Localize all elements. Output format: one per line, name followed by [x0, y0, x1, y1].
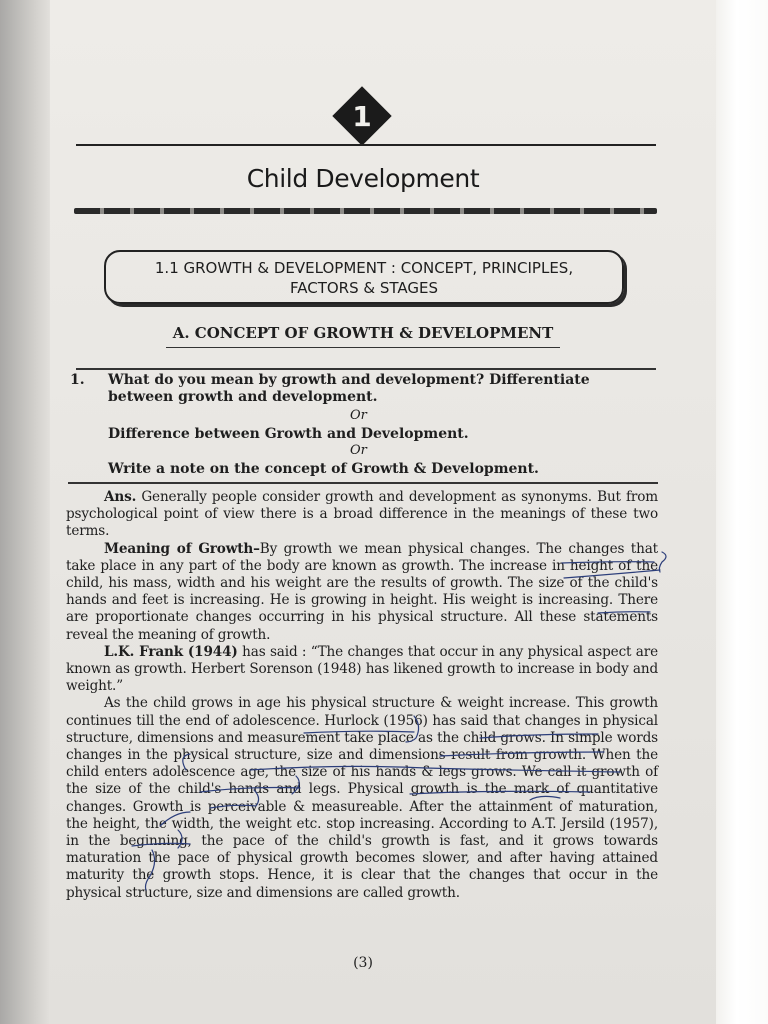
page-gutter-shadow — [0, 0, 50, 1024]
pen-underline — [530, 796, 560, 800]
answer-paragraph-4-text: As the child grows in age his physical structure & weight increase. This growth continues till the end of adolescence. Hurlock (1956) has said that changes in physical structure, dimensions and measurement take place as the child grows. In simple words changes in the physical structure, size and dimensions result from growth. When the child enters adolescence age, the size of his hands & legs grows. We call it growth of the size of the child's hands and legs. Physical growth is the mark of quantitative changes. Growth is perceivable & measureable. After the attainment of maturation, the height, the width, the weight etc. stop increasing. According to A.T. Jersild (1957), in the beginning, the pace of the child's growth is fast, and it grows towards maturation the pace of physical growth becomes slower, and after having attained maturity the growth stops. Hence, it is clear that the changes that occur in the physical structure, size and dimensions are called growth. — [66, 695, 658, 901]
answer-paragraph-3-text: has said : “The changes that occur in any physical aspect are known as growth. Herbert Sorenson (1948) has likened growth to increase in body and weight.” — [66, 643, 658, 695]
pen-underline — [210, 790, 259, 808]
frank-citation: L.K. Frank (1944) — [104, 643, 238, 660]
answer-paragraph-2-text: By growth we mean physical changes. The changes that take place in any part of the body are known as growth. The increase in height of the child, his mass, width and his weight are the results of growth. The size of the child's hands and feet is increasing. He is growing in height. His weight is increasing. There are proportionate changes occurring in his physical structure. All these statements reveal the meaning of growth. — [66, 540, 658, 643]
question-number: 1. — [70, 372, 85, 388]
page-number: (3) — [353, 955, 373, 971]
pen-underline — [410, 791, 590, 794]
pen-strike — [564, 570, 660, 578]
pen-underline — [200, 788, 300, 793]
pen-mark — [659, 552, 666, 572]
pen-underline — [250, 766, 620, 772]
chapter-number: 1 — [352, 100, 372, 133]
chapter-title: Child Development — [246, 164, 480, 193]
pen-bracket — [292, 776, 299, 794]
section-heading-line1: 1.1 GROWTH & DEVELOPMENT : CONCEPT, PRINCIPLES, — [154, 259, 574, 277]
pen-underline — [160, 812, 190, 826]
section-heading-line2: FACTORS & STAGES — [289, 279, 438, 297]
pen-underline — [440, 752, 604, 756]
question-or-2: Or — [350, 443, 367, 458]
background-surface — [716, 0, 768, 1024]
question-line-2: between growth and development. — [108, 389, 378, 405]
book-page — [50, 0, 716, 1024]
subheading: A. CONCEPT OF GROWTH & DEVELOPMENT — [172, 324, 554, 342]
answer-label: Ans. — [104, 489, 137, 505]
pen-mark — [146, 850, 155, 890]
question-alternative-1: Difference between Growth and Development. — [108, 426, 469, 442]
pen-bracket — [178, 830, 182, 848]
answer-paragraph-1-text: Generally people consider growth and development as synonyms. But from psychological point of view there is a broad difference in the meanings of these two terms. — [66, 489, 658, 540]
pen-underline — [480, 734, 598, 738]
question-alternative-2: Write a note on the concept of Growth & Development. — [108, 461, 539, 477]
question-or-1: Or — [350, 408, 367, 423]
pen-underline — [598, 612, 650, 613]
pen-underline — [304, 731, 414, 733]
pen-bracket — [406, 716, 419, 742]
pen-annotations — [50, 0, 716, 1024]
question-line-1: What do you mean by growth and development? Differentiate — [108, 372, 590, 388]
pen-bracket — [183, 754, 190, 770]
pen-underline — [562, 562, 654, 563]
growth-definition-heading: Meaning of Growth– — [104, 540, 260, 557]
